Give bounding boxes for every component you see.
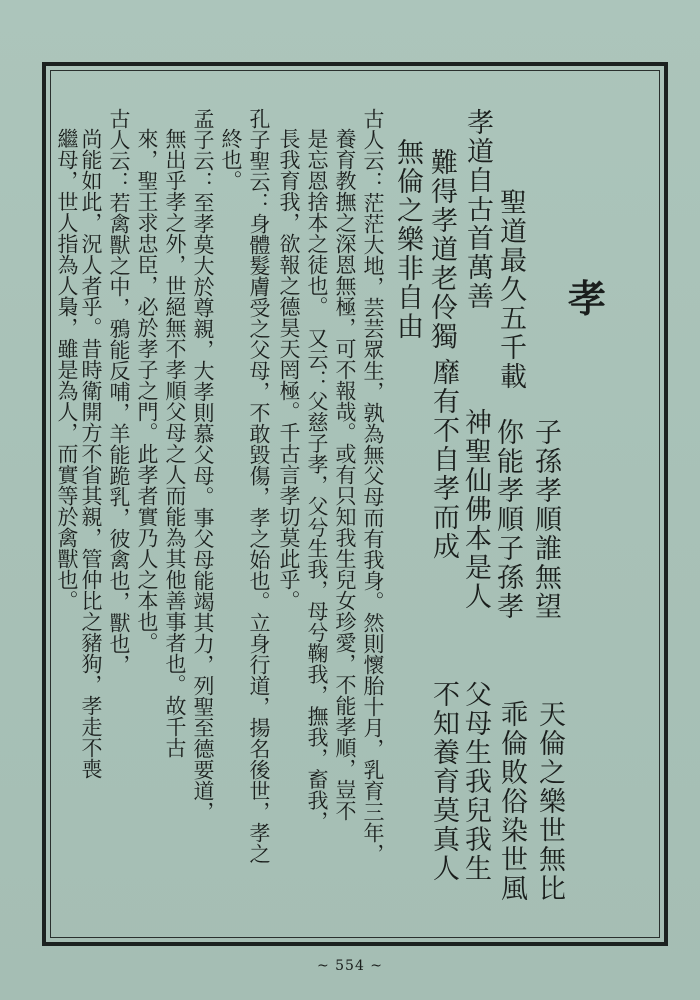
prose-line: 古人云：茫茫大地，芸芸眾生，孰為無父母而有我身。然則懷胎十月，乳育三年， xyxy=(361,108,385,864)
prose-line: 無出乎孝之外，世絕無不孝順父母之人而能為其他善事者也。故千古 xyxy=(163,128,187,758)
verse-line: 你能孝順子孫孝 xyxy=(492,418,523,621)
prose-line: 尚能如此，況人者乎。昔時衛開方不省其親，管仲比之豬狗，孝走不喪 xyxy=(79,128,103,779)
prose-line: 養育教撫之深恩無極，可不報哉。或有只知我生兒女珍愛，不能孝順，豈不 xyxy=(333,128,357,821)
page-title: 孝 xyxy=(568,276,607,321)
verse-line: 父母生我兒我生 xyxy=(460,680,491,883)
verse-line: 無倫之樂非自由 xyxy=(392,138,423,341)
prose-line: 長我育我，欲報之德昊天罔極。千古言孝切莫此乎。 xyxy=(277,128,301,611)
verse-line: 不知養育莫真人 xyxy=(428,680,459,883)
prose-line: 孟子云：至孝莫大於尊親，大孝則慕父母。事父母能竭其力，列聖至德要道， xyxy=(191,108,215,822)
verse-line: 子孫孝順誰無望 xyxy=(530,418,561,621)
verse-line: 神聖仙佛本是人 xyxy=(460,408,491,611)
prose-line: 是忘恩捨本之徒也。 又云：父慈子孝，父兮生我，母兮鞠我，撫我，畜我， xyxy=(305,128,329,832)
prose-line: 古人云：若禽獸之中，鴉能反哺，羊能跪乳，彼禽也，獸也， xyxy=(107,108,131,675)
verse-line: 聖道最久五千載 xyxy=(495,188,526,391)
verse-line: 天倫之樂世無比 xyxy=(534,700,565,903)
verse-line: 難得孝道老伶獨 xyxy=(426,148,457,351)
prose-line: 繼母，世人指為人梟，雖是為人，而實等於禽獸也。 xyxy=(55,128,79,611)
page-number: ~ 554 ~ xyxy=(316,958,384,974)
prose-line: 孔子聖云：身體髮膚受之父母，不敢毀傷，孝之始也。立身行道，揚名後世，孝之 xyxy=(247,108,271,864)
verse-line: 乖倫敗俗染世風 xyxy=(496,700,527,903)
verse-line: 孝道自古首萬善 xyxy=(462,108,493,311)
prose-line: 終也。 xyxy=(219,128,243,191)
prose-line: 來，聖王求忠臣，必於孝子之門。此孝者實乃人之本也。 xyxy=(135,128,159,653)
verse-line: 靡有不自孝而成 xyxy=(428,358,459,561)
